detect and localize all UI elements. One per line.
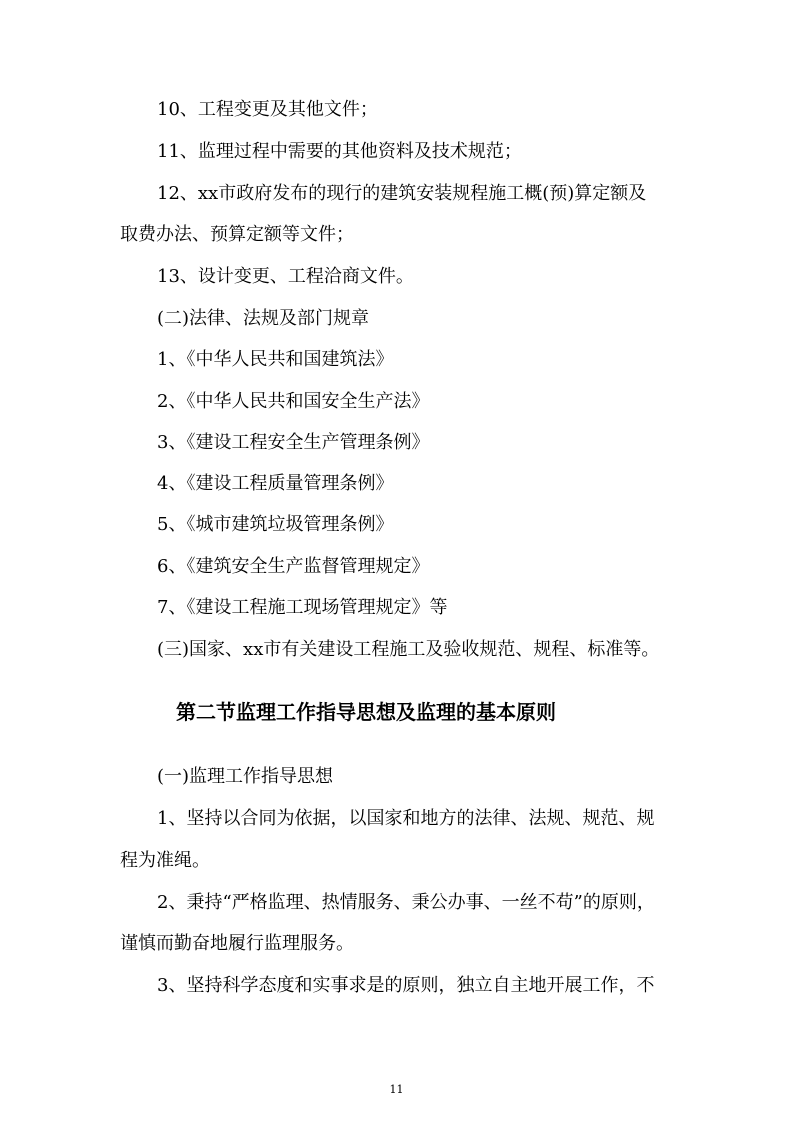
text-line: 1、坚持以合同为依据，以国家和地方的法律、法规、规范、规 [157, 808, 655, 829]
text-line: 2、《中华人民共和国安全生产法》 [157, 391, 430, 412]
text-line: 3、坚持科学态度和实事求是的原则，独立自主地开展工作，不 [157, 975, 655, 996]
text-line: 10、工程变更及其他文件； [157, 99, 378, 120]
text-line: 7、《建设工程施工现场管理规定》等 [157, 597, 448, 618]
text-line: 12、xx市政府发布的现行的建筑安装规程施工概(预)算定额及 [157, 183, 647, 204]
text-line: 程为准绳。 [120, 850, 210, 871]
text-line: 谨慎而勤奋地履行监理服务。 [120, 933, 354, 954]
text-line: 13、设计变更、工程洽商文件。 [157, 266, 414, 287]
text-line: 5、《城市建筑垃圾管理条例》 [157, 514, 394, 535]
text-line: 1、《中华人民共和国建筑法》 [157, 349, 394, 370]
text-line: (二)法律、法规及部门规章 [157, 308, 370, 329]
text-line: 3、《建设工程安全生产管理条例》 [157, 432, 430, 453]
text-line: 4、《建设工程质量管理条例》 [157, 473, 394, 494]
section-heading: 第二节监理工作指导思想及监理的基本原则 [176, 700, 556, 724]
text-line: 6、《建筑安全生产监督管理规定》 [157, 556, 430, 577]
text-line: 取费办法、预算定额等文件； [120, 224, 354, 245]
page-number: 11 [389, 1083, 404, 1096]
text-line: (三)国家、xx市有关建设工程施工及验收规范、规程、标准等。 [157, 639, 660, 660]
text-line: 11、监理过程中需要的其他资料及技术规范； [157, 141, 522, 162]
text-line: 2、秉持“严格监理、热情服务、秉公办事、一丝不苟”的原则， [157, 892, 655, 913]
text-line: (一)监理工作指导思想 [157, 766, 334, 787]
